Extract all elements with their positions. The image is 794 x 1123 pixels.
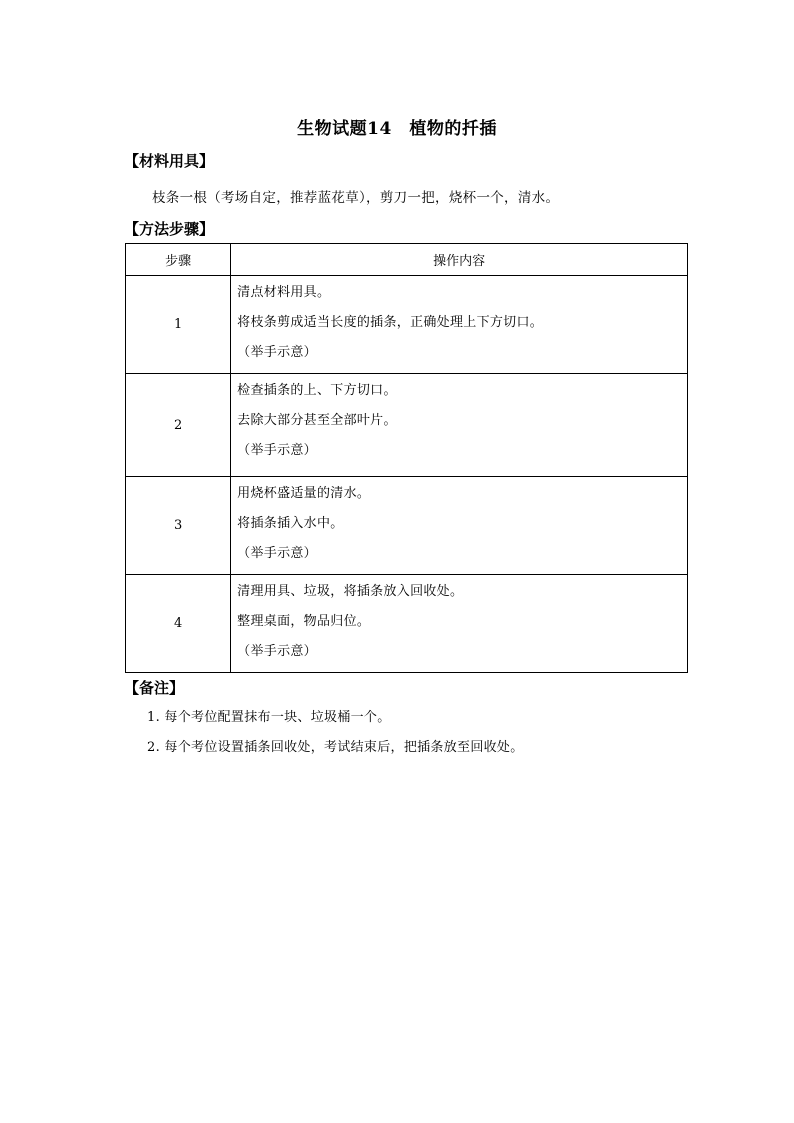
step-line: 清理用具、垃圾，将插条放入回收处。 [237,584,464,599]
table-header-row [126,244,688,276]
step-content [231,477,688,575]
step-content [231,374,688,477]
header-content: 操作内容 [231,244,688,276]
notes-list [147,708,524,768]
step-line: 清点材料用具。 [237,285,331,300]
step-line: （举手示意） [237,546,317,561]
method-heading: 【方法步骤】 [124,220,215,238]
step-content [231,575,688,673]
step-line: 去除大部分甚至全部叶片。 [237,413,397,428]
materials-heading: 【材料用具】 [124,152,215,170]
step-line: 用烧杯盛适量的清水。 [237,486,371,501]
table-row [126,477,688,575]
steps-table [125,243,688,673]
step-line: 检查插条的上、下方切口。 [237,383,397,398]
step-line: 整理桌面，物品归位。 [237,614,371,629]
step-number: 2 [126,374,231,477]
step-line: （举手示意） [237,644,317,659]
step-line: 将插条插入水中。 [237,516,344,531]
header-step: 步骤 [126,244,231,276]
table-row [126,575,688,673]
notes-heading: 【备注】 [124,679,185,697]
step-number: 4 [126,575,231,673]
page-title: 生物试题14 植物的扦插 [297,119,497,139]
note-item: 2. 每个考位设置插条回收处，考试结束后，把插条放至回收处。 [147,740,524,755]
step-line: （举手示意） [237,443,317,458]
step-number: 3 [126,477,231,575]
note-item: 1. 每个考位配置抹布一块、垃圾桶一个。 [147,710,391,725]
step-line: 将枝条剪成适当长度的插条，正确处理上下方切口。 [237,315,544,330]
table-row [126,276,688,374]
table-row [126,374,688,477]
materials-text: 枝条一根（考场自定，推荐蓝花草），剪刀一把，烧杯一个，清水。 [152,190,560,206]
step-number: 1 [126,276,231,374]
step-content [231,276,688,374]
step-line: （举手示意） [237,345,317,360]
